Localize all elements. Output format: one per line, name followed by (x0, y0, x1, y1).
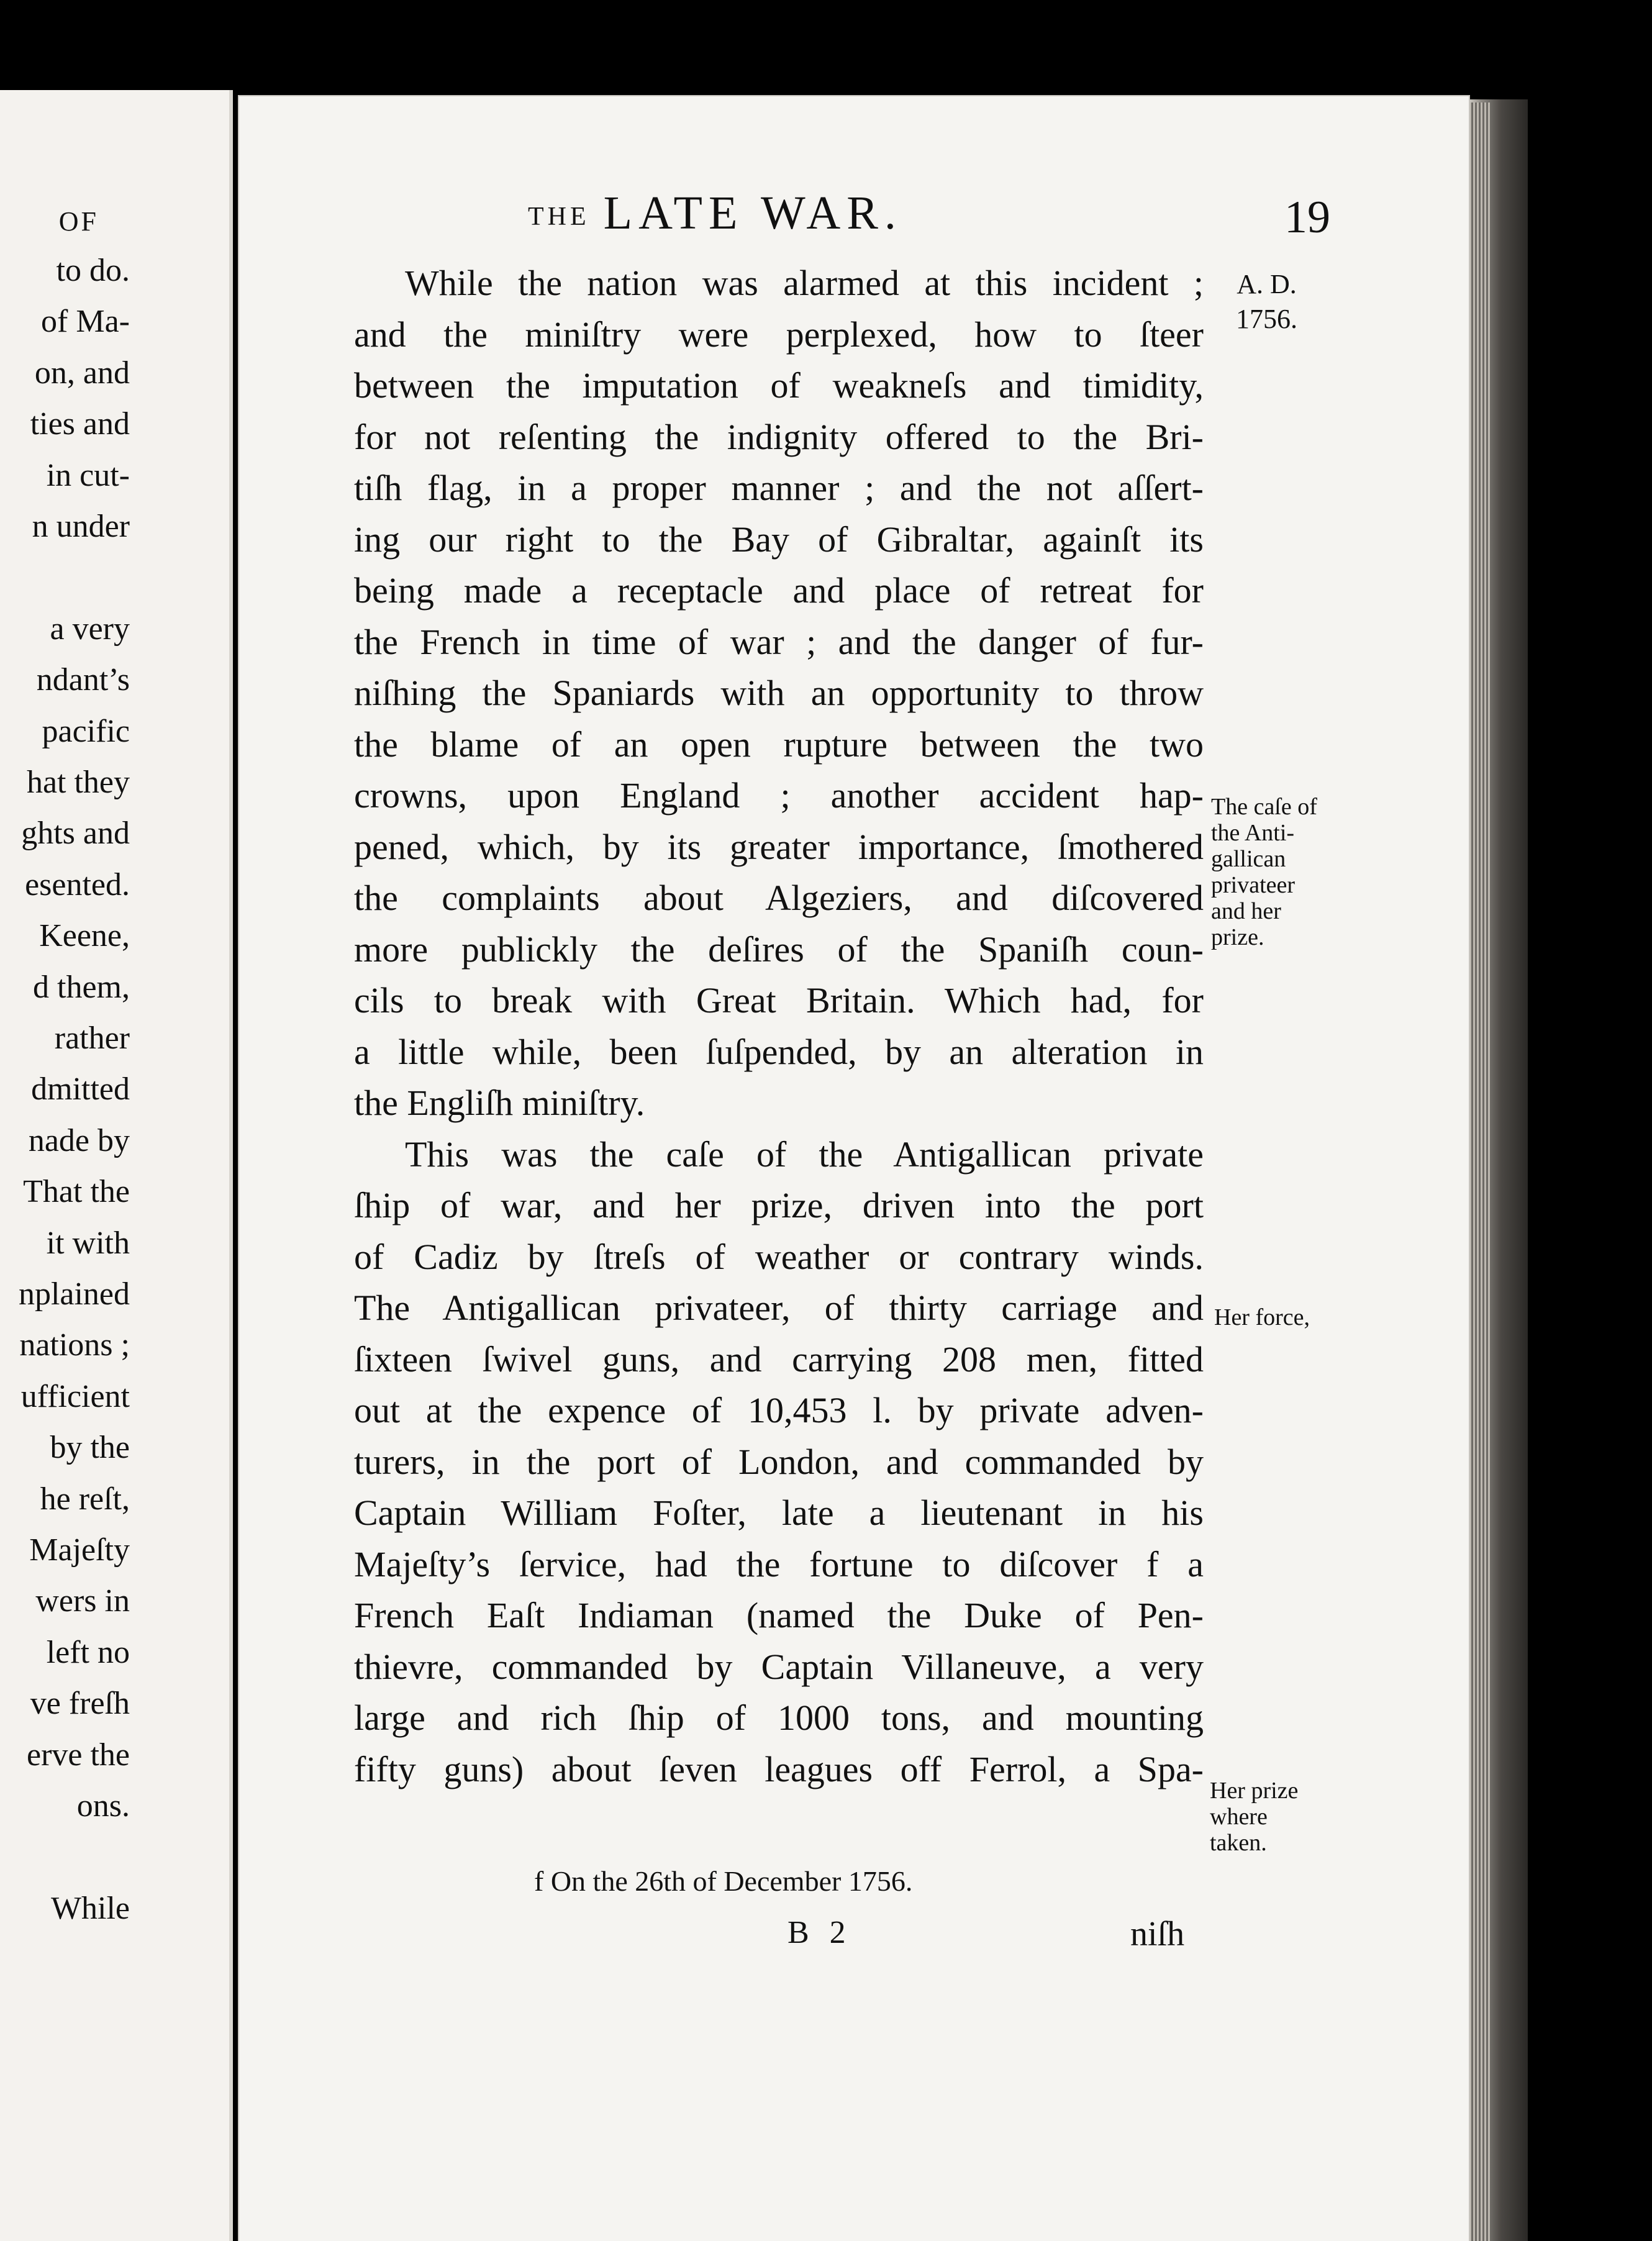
left-page-line: wers in (35, 1583, 130, 1619)
left-page-line: n under (32, 509, 130, 544)
left-page-line: a very (50, 611, 130, 647)
catchword: niſh (1130, 1915, 1185, 1953)
text-line: crowns, upon England ; another accident hap- (354, 775, 1204, 816)
text-line: Captain William Foſter, late a lieutenant in his (354, 1493, 1204, 1533)
running-head-the: THE (528, 202, 590, 231)
left-page-line: nplained (18, 1276, 130, 1312)
text-line: This was the caſe of the Antigallican private (405, 1134, 1204, 1175)
text-line: fifty guns) about ſeven leagues off Ferrol, a Spa- (354, 1748, 1204, 1789)
left-page-line: pacific (42, 713, 130, 749)
left-page-line: ons. (76, 1788, 130, 1824)
margin-note-case (1211, 794, 1317, 950)
left-page-line: Keene, (39, 918, 130, 954)
text-line: the French in time of war ; and the danger of fur- (354, 621, 1204, 662)
text-line: The Antigallican privateer, of thirty carriage and (354, 1288, 1204, 1328)
left-page-line: nations ; (19, 1327, 130, 1363)
text-line: large and rich ſhip of 1000 tons, and mounting (354, 1698, 1204, 1738)
left-page-line: erve the (26, 1737, 130, 1773)
margin-note-line: where (1210, 1804, 1268, 1830)
text-line: a little while, been ſuſpended, by an alteration in (354, 1031, 1204, 1072)
left-page-line: ve freſh (30, 1686, 130, 1722)
left-page-line: on, and (34, 355, 130, 391)
left-page-line: nade by (28, 1122, 130, 1158)
text-line: out at the expence of 10,453 l. by private adven- (354, 1390, 1204, 1430)
left-page-line: in cut- (46, 457, 130, 493)
text-line: ſixteen ſwivel guns, and carrying 208 men, fitted (354, 1339, 1204, 1380)
left-page-line: ghts and (21, 816, 130, 852)
margin-note-force: Her force, (1214, 1304, 1310, 1330)
text-line: the blame of an open rupture between the two (354, 724, 1204, 765)
text-line: French Eaſt Indiaman (named the Duke of Pen- (354, 1595, 1204, 1635)
left-page-line: hat they (26, 765, 130, 800)
text-line: While the nation was alarmed at this incident ; (405, 263, 1204, 303)
left-page-header: OF (58, 206, 99, 237)
text-line: more publickly the deſires of the Spaniſh coun- (354, 929, 1204, 970)
text-line: thievre, commanded by Captain Villaneuve, a very (354, 1646, 1204, 1687)
text-line: between the imputation of weakneſs and timidity, (354, 365, 1204, 406)
left-page-line: ties and (30, 406, 130, 442)
text-line: pened, which, by its greater importance, ſmothered (354, 826, 1204, 867)
left-facing-page (0, 90, 233, 2241)
margin-note-line: The caſe of (1211, 794, 1317, 820)
text-line: and the miniſtry were perplexed, how to ſteer (354, 314, 1204, 355)
text-line: Majeſty’s ſervice, had the fortune to diſcover f a (354, 1543, 1204, 1584)
left-page-line: ndant’s (36, 662, 130, 698)
text-line: being made a receptacle and place of retreat for (354, 570, 1204, 611)
left-page-line: Majeſty (29, 1532, 130, 1568)
left-page-line: he reſt, (40, 1481, 130, 1517)
text-line: niſhing the Spaniards with an opportunity to throw (354, 673, 1204, 713)
text-line: the Engliſh miniſtry. (354, 1083, 645, 1123)
left-page-line: rather (54, 1020, 130, 1056)
margin-note-line: Her prize (1210, 1778, 1299, 1804)
margin-note-line: gallican (1211, 846, 1286, 872)
left-page-line: dmitted (31, 1071, 130, 1107)
text-line: tiſh flag, in a proper manner ; and the not aſſert- (354, 468, 1204, 508)
running-head-title: LATE WAR. (603, 187, 902, 239)
footnote: f On the 26th of December 1756. (534, 1865, 913, 1897)
margin-note-year-a: A. D. (1237, 269, 1297, 299)
left-page-line: d them, (33, 969, 130, 1005)
left-page-line: left no (46, 1634, 130, 1670)
page-number: 19 (1284, 192, 1330, 243)
margin-note-line: the Anti- (1211, 820, 1295, 846)
text-line: ſhip of war, and her prize, driven into the port (354, 1185, 1204, 1225)
text-line: ing our right to the Bay of Gibraltar, againſt its (354, 519, 1204, 560)
left-page-line: to do. (56, 253, 130, 288)
margin-note-line: privateer (1211, 872, 1296, 898)
page-edge-stripes (1466, 102, 1491, 2241)
margin-note-prize (1210, 1778, 1298, 1856)
left-page-line: ufficient (20, 1378, 130, 1414)
margin-note-line: prize. (1211, 924, 1264, 950)
left-page-line: of Ma- (41, 304, 130, 340)
text-line: cils to break with Great Britain. Which had, for (354, 980, 1204, 1020)
left-page-line: That the (23, 1174, 130, 1210)
running-head (528, 186, 902, 240)
margin-note-year (1236, 267, 1297, 337)
left-page-line: While (50, 1890, 130, 1926)
text-line: the complaints about Algeziers, and diſcovered (354, 878, 1204, 918)
body-text (354, 258, 1204, 1795)
margin-note-line: and her (1211, 898, 1281, 924)
margin-note-line: taken. (1210, 1830, 1267, 1856)
signature-mark: B 2 (787, 1915, 852, 1950)
text-line: turers, in the port of London, and commanded by (354, 1441, 1204, 1482)
text-line: of Cadiz by ſtreſs of weather or contrary winds. (354, 1236, 1204, 1277)
left-page-line: esented. (25, 866, 130, 902)
margin-note-year-b: 1756. (1236, 304, 1297, 334)
left-page-line: it with (46, 1225, 130, 1261)
text-line: for not reſenting the indignity offered to the Bri- (354, 416, 1204, 457)
left-page-line: by the (50, 1430, 130, 1466)
